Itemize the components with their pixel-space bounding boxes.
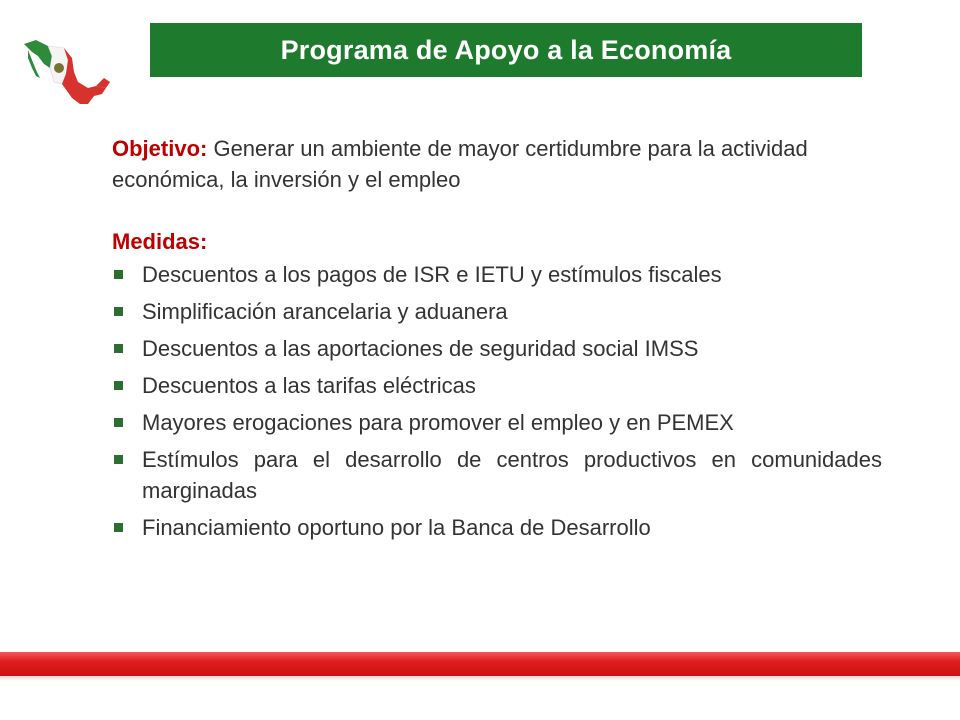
list-item-text: Descuentos a los pagos de ISR e IETU y estímulos fiscales: [142, 262, 722, 287]
list-item: [112, 512, 882, 543]
measures-list: [112, 259, 882, 543]
slide-content: [112, 133, 882, 549]
objective-text: Generar un ambiente de mayor certidumbre para la actividad económica, la inversión y el empleo: [112, 136, 808, 192]
title-bar: [150, 23, 862, 77]
list-item-text: Simplificación arancelaria y aduanera: [142, 299, 508, 324]
list-item-text: Mayores erogaciones para promover el empleo y en PEMEX: [142, 410, 734, 435]
slide-title: Programa de Apoyo a la Economía: [280, 34, 732, 65]
square-bullet-icon: [114, 270, 123, 279]
square-bullet-icon: [114, 344, 123, 353]
list-item-text: Financiamiento oportuno por la Banca de Desarrollo: [142, 515, 651, 540]
objective-paragraph: [112, 133, 882, 195]
list-item-text: Estímulos para el desarrollo de centros productivos en comunidades marginadas: [142, 447, 882, 503]
list-item: [112, 407, 882, 438]
list-item: [112, 259, 882, 290]
measures-label: Medidas:: [112, 229, 208, 254]
square-bullet-icon: [114, 523, 123, 532]
list-item: [112, 333, 882, 364]
mexico-map-logo-icon: [22, 38, 112, 110]
list-item-text: Descuentos a las tarifas eléctricas: [142, 373, 476, 398]
footer-band: [0, 652, 960, 678]
square-bullet-icon: [114, 381, 123, 390]
square-bullet-icon: [114, 455, 123, 464]
objective-label: Objetivo:: [112, 136, 208, 161]
square-bullet-icon: [114, 307, 123, 316]
list-item: [112, 444, 882, 506]
list-item-text: Descuentos a las aportaciones de seguridad social IMSS: [142, 336, 699, 361]
list-item: [112, 296, 882, 327]
list-item: [112, 370, 882, 401]
square-bullet-icon: [114, 418, 123, 427]
footer-band-shadow: [0, 676, 960, 681]
